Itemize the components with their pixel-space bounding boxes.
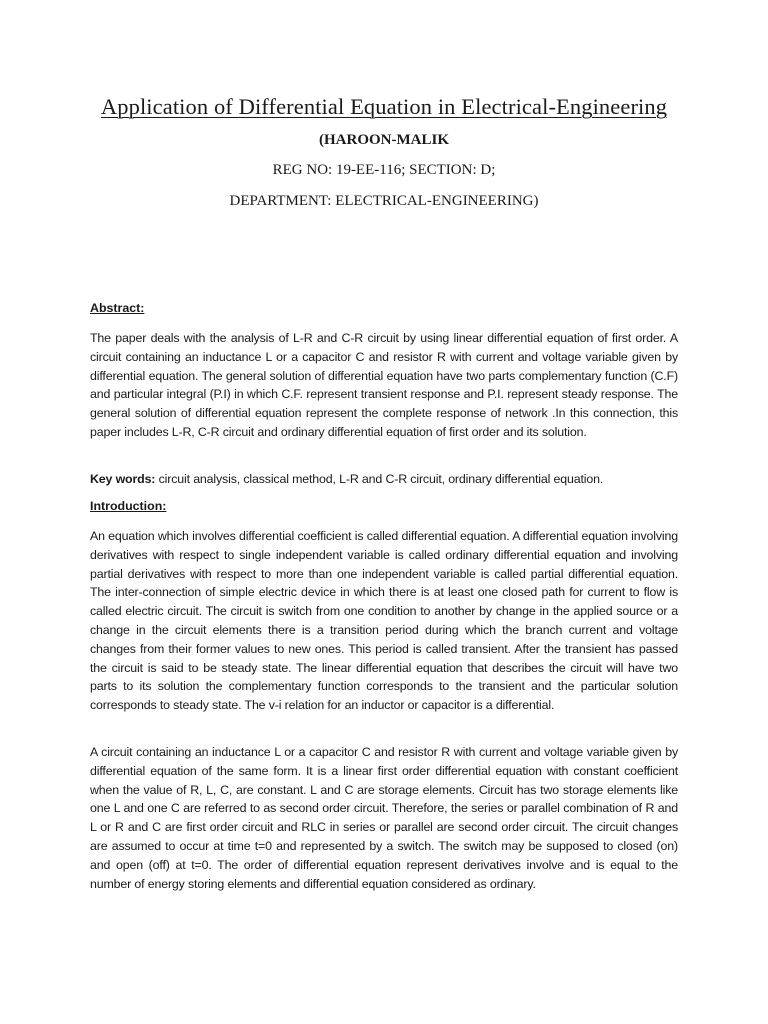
abstract-heading: Abstract: [90,301,145,315]
abstract-paragraph: The paper deals with the analysis of L-R and C-R circuit by using linear differential equation of first order. A circuit containing an inductance L or a capacitor C and resistor R with current and voltage variable given by differential equation. The general solution of differential equation have two parts complementary function (C.F) and particular integral (P.I) in which C.F. represent transient response and P.I. represent steady response. The general solution of differential equation represent the complete response of network .In this connection, this paper includes L-R, C-R circuit and ordinary differential equation of first order and its solution. [90,331,678,439]
document-title: Application of Differential Equation in Electrical-Engineering [100,94,668,119]
department-line: DEPARTMENT: ELECTRICAL-ENGINEERING) [229,193,539,209]
keywords-label: Key words: [90,472,156,486]
introduction-paragraph-1: An equation which involves differential coefficient is called differential equation. A differential equation involving derivatives with respect to single independent variable is called ordinary differential equation and involving partial derivatives with respect to more than one independent variable is called partial differential equation. The inter-connection of simple electric device in which there is at least one closed path for current to flow is called electric circuit. The circuit is switch from one condition to another by change in the applied source or a change in the circuit elements there is a transition period during which the branch current and voltage changes from their former values to new ones. This period is called transient. After the transient has passed the circuit is said to be steady state. The linear differential equation that describes the circuit will have two parts to its solution the complementary function corresponds to the transient and the particular solution corresponds to steady state. The v-i relation for an inductor or capacitor is a differential. [90,529,678,713]
registration-line: REG NO: 19-EE-116; SECTION: D; [272,162,496,178]
author-name: (HAROON-MALIK [319,132,449,148]
introduction-heading: Introduction: [90,499,167,513]
introduction-paragraph-2: A circuit containing an inductance L or a capacitor C and resistor R with current and voltage variable given by differential equation of the same form. It is a linear first order differential equation with constant coefficient when the value of R, L, C, are constant. L and C are storage elements. Circuit has two storage elements like one L and one C are referred to as second order circuit. Therefore, the series or parallel combination of R and L or R and C are first order circuit and RLC in series or parallel are second order circuit. The circuit changes are assumed to occur at time t=0 and represented by a switch. The switch may be supposed to closed (on) and open (off) at t=0. The order of differential equation represent derivatives involve and is equal to the number of energy storing elements and differential equation considered as ordinary. [90,745,678,891]
keywords-line [90,470,678,489]
keywords-text: circuit analysis, classical method, L-R and C-R circuit, ordinary differential equation. [155,472,604,486]
